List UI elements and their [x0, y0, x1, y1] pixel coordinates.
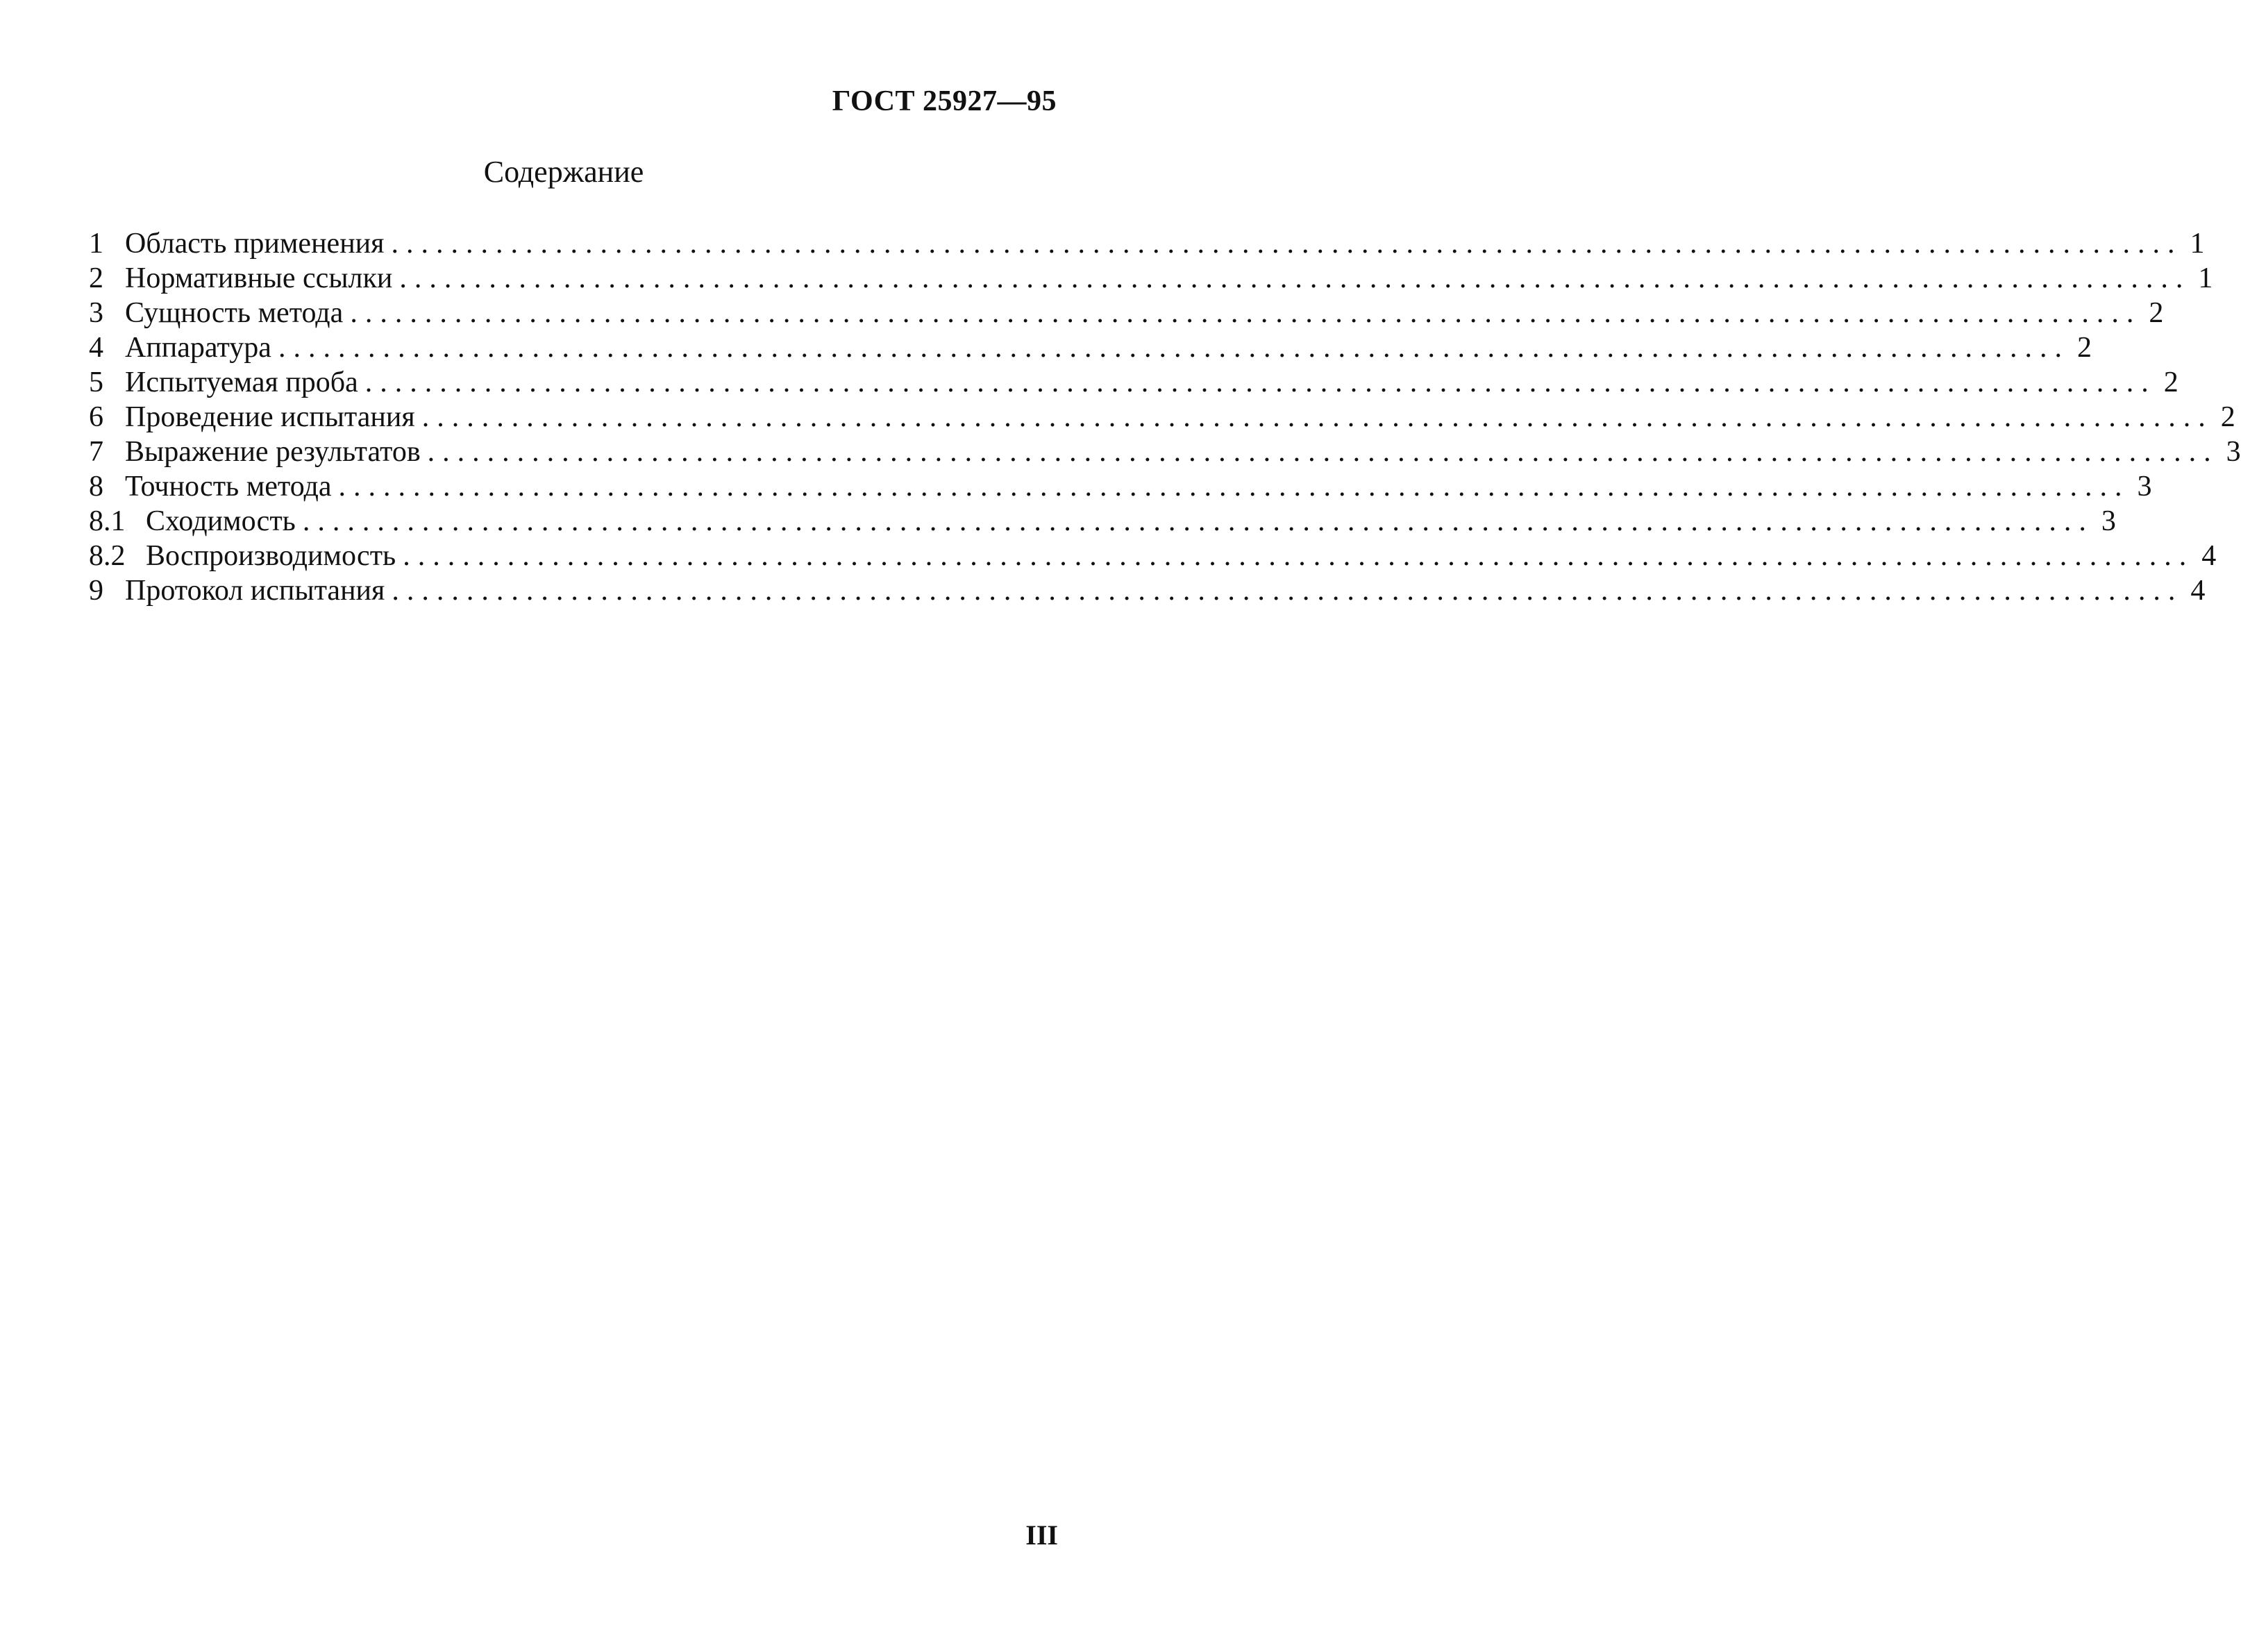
toc-entry-page: 4	[2201, 540, 2217, 572]
toc-entry	[89, 573, 2206, 608]
toc-entry-number: 4	[89, 332, 103, 364]
toc-entry-page: 2	[2220, 401, 2235, 433]
toc-entry-number: 5	[89, 366, 103, 398]
toc-entry	[89, 469, 2152, 504]
toc-entry-title: Сходимость	[146, 505, 296, 537]
toc-entry-title: Аппаратура	[125, 332, 271, 364]
toc-entry	[89, 504, 2116, 539]
toc-entry-page: 3	[2101, 505, 2116, 537]
toc-entry-page: 4	[2190, 575, 2206, 607]
dot-leader: ........................................................................................................................	[403, 540, 2194, 572]
toc-entry-title: Проведение испытания	[125, 401, 415, 433]
toc-entry-number: 8.2	[89, 540, 126, 572]
toc-entry-title: Выражение результатов	[125, 436, 421, 468]
toc-entry-title: Сущность метода	[125, 297, 344, 329]
toc-entry-page: 1	[2198, 262, 2213, 294]
toc-entry-page: 2	[2076, 332, 2092, 364]
toc-entry-number: 9	[89, 575, 103, 607]
dot-leader: ........................................................................................................................	[421, 401, 2213, 433]
toc-entry	[89, 400, 2235, 435]
dot-leader: ........................................................................................................................	[338, 471, 2130, 503]
toc-entry-page: 2	[2149, 297, 2164, 329]
table-of-contents	[89, 226, 2241, 608]
dot-leader: ........................................................................................................................	[278, 332, 2070, 364]
toc-entry-title: Воспроизводимость	[146, 540, 396, 572]
toc-entry-number: 6	[89, 401, 103, 433]
dot-leader: ........................................................................................................................	[302, 505, 2094, 537]
toc-title: Содержание	[483, 155, 644, 189]
toc-entry	[89, 296, 2164, 330]
toc-entry-title: Область применения	[125, 228, 385, 260]
standard-code: ГОСТ 25927—95	[832, 85, 1057, 117]
toc-entry-number: 8	[89, 471, 103, 503]
toc-entry-page: 3	[2137, 471, 2152, 503]
toc-entry	[89, 365, 2179, 400]
toc-entry-title: Нормативные ссылки	[125, 262, 393, 294]
toc-entry-number: 7	[89, 436, 103, 468]
toc-entry-number: 2	[89, 262, 103, 294]
toc-entry-number: 8.1	[89, 505, 126, 537]
toc-entry-title: Испытуемая проба	[125, 366, 358, 398]
toc-entry-page: 2	[2163, 366, 2179, 398]
dot-leader: ........................................................................................................................	[364, 366, 2156, 398]
dot-leader: ........................................................................................................................	[350, 297, 2142, 329]
dot-leader: ........................................................................................................................	[427, 436, 2219, 468]
dot-leader: ........................................................................................................................	[392, 575, 2183, 607]
toc-entry-title: Протокол испытания	[125, 575, 385, 607]
dot-leader: ........................................................................................................................	[399, 262, 2191, 294]
toc-entry	[89, 226, 2205, 261]
toc-entry-page: 3	[2226, 436, 2241, 468]
toc-entry-page: 1	[2190, 228, 2205, 260]
toc-entry-title: Точность метода	[125, 471, 332, 503]
dot-leader: ........................................................................................................................	[391, 228, 2183, 260]
toc-entry	[89, 330, 2092, 365]
toc-entry	[89, 539, 2217, 573]
toc-entry	[89, 435, 2241, 469]
page-number: III	[1025, 1519, 1058, 1551]
toc-entry	[89, 261, 2213, 296]
toc-entry-number: 1	[89, 228, 103, 260]
toc-entry-number: 3	[89, 297, 103, 329]
